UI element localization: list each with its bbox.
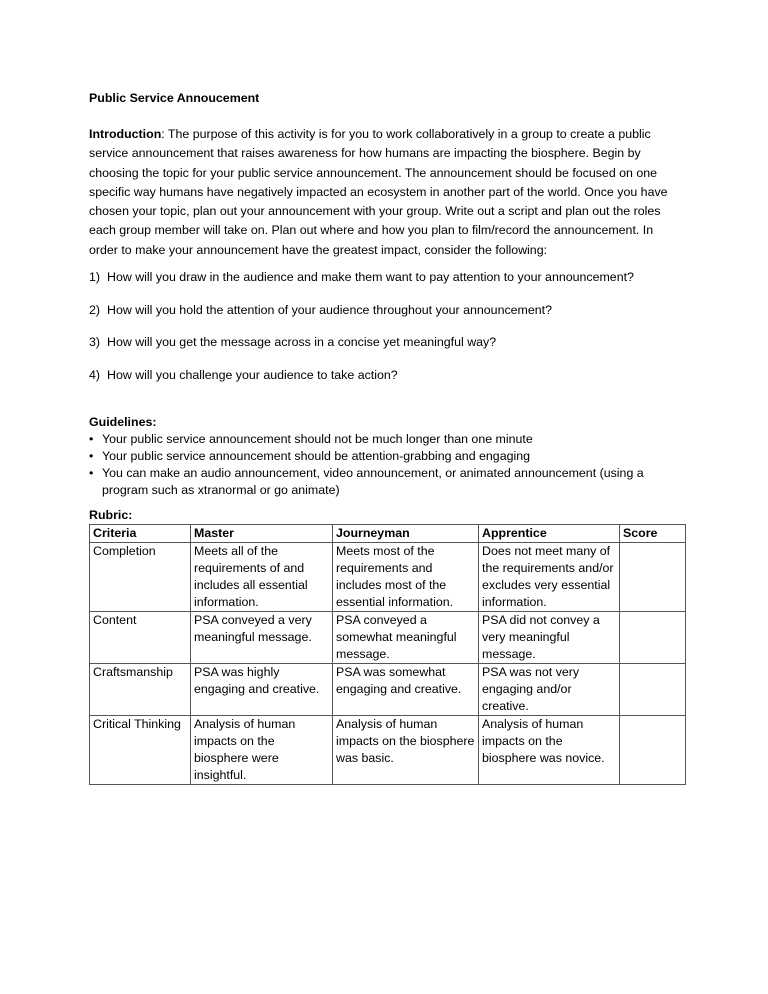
question-number: 4) — [89, 367, 101, 382]
question-item — [89, 334, 685, 351]
master-cell: Analysis of human impacts on the biosphere were insightful. — [191, 715, 333, 784]
question-item — [89, 269, 685, 286]
table-row — [90, 715, 686, 784]
document-page — [89, 90, 685, 785]
guideline-item — [89, 465, 685, 499]
bullet-icon: • — [89, 431, 94, 446]
column-header-apprentice: Apprentice — [479, 524, 620, 542]
apprentice-cell: PSA did not convey a very meaningful message. — [479, 611, 620, 663]
criteria-cell: Content — [90, 611, 191, 663]
table-row — [90, 542, 686, 611]
criteria-cell: Critical Thinking — [90, 715, 191, 784]
guideline-item — [89, 431, 685, 448]
journeyman-cell: PSA conveyed a somewhat meaningful message. — [333, 611, 479, 663]
question-number: 2) — [89, 302, 101, 317]
introduction-text: : The purpose of this activity is for you to work collaboratively in a group to create a public service announcement that raises awareness for how humans are impacting the biosphere. Begin by choosing the topic for your public service announcement. The announcement should be focused on one specific way humans have negatively impacted an ecosystem in another part of the world. Once you have chosen your topic, plan out your announcement with your group. Write out a script and plan out the roles each group member will take on. Plan out where and how you plan to film/record the announcement. In order to make your announcement have the greatest impact, consider the following: — [89, 127, 668, 257]
question-item — [89, 367, 685, 384]
table-row — [90, 663, 686, 715]
table-header-row — [90, 524, 686, 542]
question-text: How will you challenge your audience to take action? — [107, 367, 398, 382]
score-cell — [620, 542, 686, 611]
guideline-text: Your public service announcement should not be much longer than one minute — [102, 431, 533, 446]
document-title: Public Service Annoucement — [89, 91, 260, 105]
introduction-paragraph — [89, 125, 685, 260]
guidelines-list — [89, 431, 685, 499]
apprentice-cell: PSA was not very engaging and/or creative. — [479, 663, 620, 715]
question-text: How will you hold the attention of your audience throughout your announcement? — [107, 302, 552, 317]
score-cell — [620, 715, 686, 784]
bullet-icon: • — [89, 465, 94, 480]
apprentice-cell: Analysis of human impacts on the biosphere was novice. — [479, 715, 620, 784]
introduction-label: Introduction — [89, 127, 162, 141]
column-header-criteria: Criteria — [90, 524, 191, 542]
bullet-icon: • — [89, 448, 94, 463]
guideline-text: Your public service announcement should be attention-grabbing and engaging — [102, 448, 531, 463]
guidelines-heading: Guidelines: — [89, 414, 157, 429]
question-text: How will you get the message across in a concise yet meaningful way? — [107, 335, 497, 350]
guideline-text: You can make an audio announcement, video announcement, or animated announcement (using a program such as xtranormal or go animate) — [102, 465, 644, 497]
rubric-table — [89, 524, 686, 785]
master-cell: PSA conveyed a very meaningful message. — [191, 611, 333, 663]
criteria-cell: Craftsmanship — [90, 663, 191, 715]
criteria-cell: Completion — [90, 542, 191, 611]
question-item — [89, 302, 685, 319]
apprentice-cell: Does not meet many of the requirements and/or excludes very essential information. — [479, 542, 620, 611]
journeyman-cell: PSA was somewhat engaging and creative. — [333, 663, 479, 715]
journeyman-cell: Analysis of human impacts on the biosphere was basic. — [333, 715, 479, 784]
score-cell — [620, 611, 686, 663]
journeyman-cell: Meets most of the requirements and includes most of the essential information. — [333, 542, 479, 611]
question-text: How will you draw in the audience and make them want to pay attention to your announcement? — [107, 270, 634, 285]
guideline-item — [89, 448, 685, 465]
table-row — [90, 611, 686, 663]
score-cell — [620, 663, 686, 715]
rubric-heading: Rubric: — [89, 507, 133, 522]
question-number: 3) — [89, 335, 101, 350]
master-cell: Meets all of the requirements of and includes all essential information. — [191, 542, 333, 611]
column-header-score: Score — [620, 524, 686, 542]
master-cell: PSA was highly engaging and creative. — [191, 663, 333, 715]
column-header-master: Master — [191, 524, 333, 542]
question-number: 1) — [89, 270, 101, 285]
column-header-journeyman: Journeyman — [333, 524, 479, 542]
